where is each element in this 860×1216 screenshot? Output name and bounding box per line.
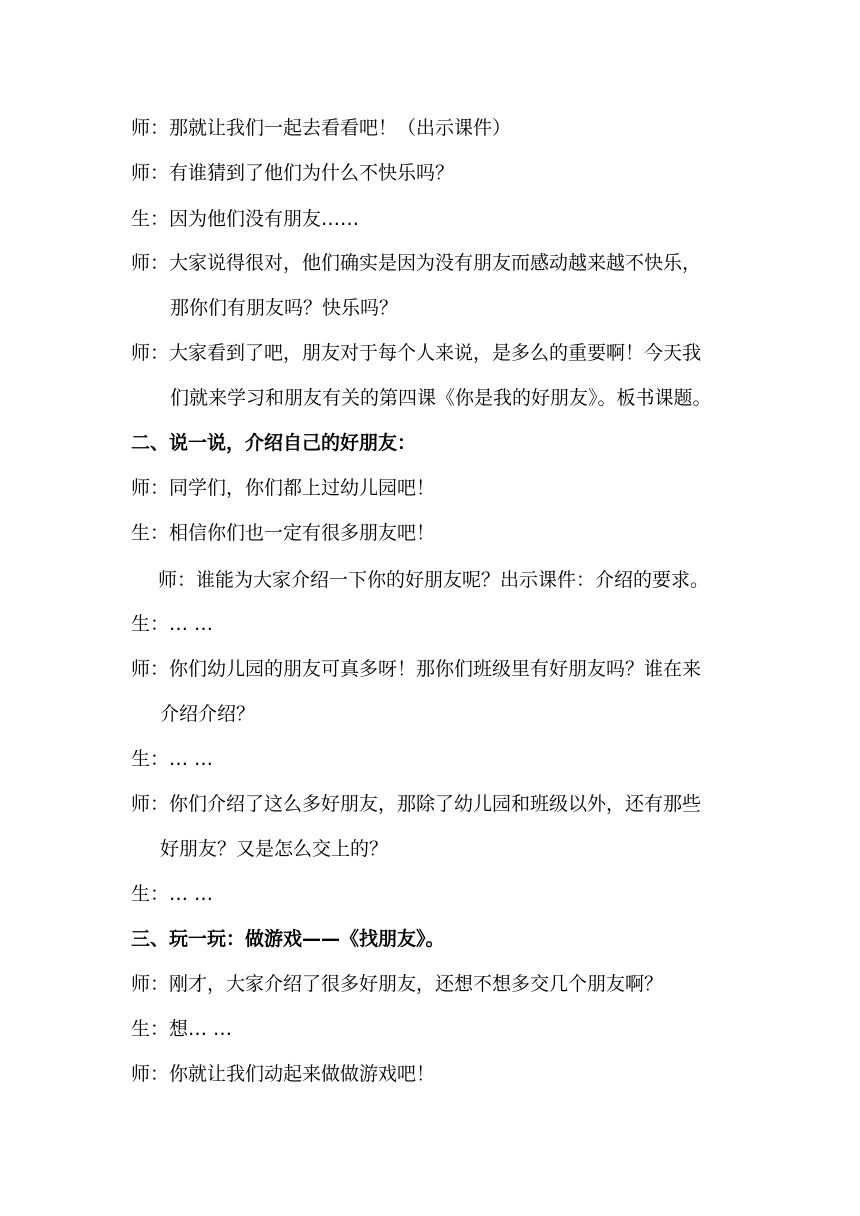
- text-line-21: 生：想… …: [131, 1018, 233, 1040]
- text-line-13: 师：你们幼儿园的朋友可真多呀！那你们班级里有好朋友吗？谁在来: [131, 658, 702, 680]
- text-line-14: 介绍介绍？: [160, 703, 256, 725]
- section-heading-2: 二、说一说，介绍自己的好朋友：: [131, 432, 417, 454]
- text-line-4: 师：大家说得很对，他们确实是因为没有朋友而感动越来越不快乐，: [131, 252, 702, 274]
- text-line-3: 生：因为他们没有朋友……: [131, 208, 360, 230]
- text-line-16: 师：你们介绍了这么多好朋友，那除了幼儿园和班级以外，还有那些: [131, 793, 702, 815]
- text-line-1: 师：那就让我们一起去看看吧！（出示课件）: [131, 117, 512, 139]
- text-line-11: 师：谁能为大家介绍一下你的好朋友呢？出示课件：介绍的要求。: [158, 569, 710, 591]
- text-line-20: 师：刚才，大家介绍了很多好朋友，还想不想多交几个朋友啊？: [131, 973, 664, 995]
- text-line-10: 生：相信你们也一定有很多朋友吧！: [131, 522, 436, 544]
- text-line-22: 师：你就让我们动起来做做游戏吧！: [131, 1063, 436, 1085]
- text-line-5: 那你们有朋友吗？快乐吗？: [170, 297, 399, 319]
- text-line-18: 生：… …: [131, 883, 214, 905]
- text-line-6: 师：大家看到了吧，朋友对于每个人来说，是多么的重要啊！今天我: [131, 342, 702, 364]
- section-heading-3: 三、玩一玩：做游戏——《找朋友》。: [131, 928, 445, 950]
- text-line-17: 好朋友？又是怎么交上的？: [160, 838, 389, 860]
- text-line-7: 们就来学习和朋友有关的第四课《你是我的好朋友》。板书课题。: [170, 387, 712, 409]
- text-line-2: 师：有谁猜到了他们为什么不快乐吗？: [131, 162, 455, 184]
- text-line-9: 师：同学们，你们都上过幼儿园吧！: [131, 477, 436, 499]
- text-line-12: 生：… …: [131, 613, 214, 635]
- text-line-15: 生：… …: [131, 748, 214, 770]
